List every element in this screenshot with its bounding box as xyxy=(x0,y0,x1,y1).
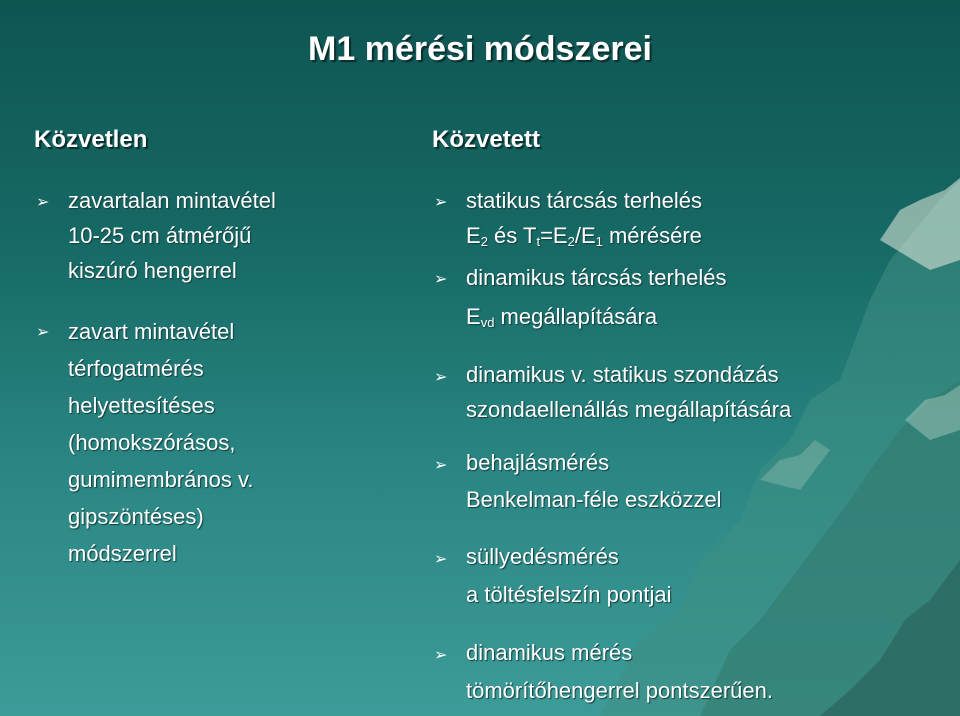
item-line: statikus tárcsás terhelés xyxy=(466,188,702,213)
item-line: (homokszórásos, xyxy=(68,430,236,455)
item-line: Benkelman-féle eszközzel xyxy=(466,487,722,512)
list-item-text xyxy=(466,634,773,710)
formula-subscript: 2 xyxy=(480,234,488,249)
arrowhead-bullet-icon: ➢ xyxy=(36,194,50,211)
item-line: dinamikus mérés xyxy=(466,640,633,665)
arrowhead-bullet-icon: ➢ xyxy=(434,551,448,568)
list-item-text xyxy=(68,313,253,572)
item-line: szondaellenállás megállapítására xyxy=(466,397,792,422)
item-line: helyettesítéses xyxy=(68,393,215,418)
arrowhead-bullet-icon: ➢ xyxy=(36,324,50,341)
arrowhead-bullet-icon: ➢ xyxy=(434,271,448,288)
item-line: gumimembrános v. xyxy=(68,467,254,492)
formula-part: E xyxy=(466,223,481,248)
formula-part: mérésére xyxy=(602,223,702,248)
item-line-formula xyxy=(466,299,726,340)
arrowhead-bullet-icon: ➢ xyxy=(434,457,448,474)
arrowhead-bullet-icon: ➢ xyxy=(434,369,448,386)
slide-title: M1 mérési módszerei xyxy=(308,30,652,68)
item-line: behajlásmérés xyxy=(466,450,610,475)
list-item-text xyxy=(466,357,791,427)
formula-part: E xyxy=(466,304,481,329)
list-item-text xyxy=(466,444,722,518)
item-line-formula xyxy=(466,218,702,259)
item-line: térfogatmérés xyxy=(68,356,204,381)
arrowhead-bullet-icon: ➢ xyxy=(434,647,448,664)
list-item-text xyxy=(68,183,276,288)
item-line: 10-25 cm átmérőjű xyxy=(68,223,252,248)
formula-subscript: 1 xyxy=(595,234,603,249)
list-item-text xyxy=(466,260,726,340)
left-heading: Közvetlen xyxy=(34,126,148,153)
item-line: süllyedésmérés xyxy=(466,544,619,569)
right-heading: Közvetett xyxy=(432,126,541,153)
formula-part: /E xyxy=(574,223,596,248)
arrowhead-bullet-icon: ➢ xyxy=(434,194,448,211)
item-line: gipszöntéses) xyxy=(68,504,204,529)
list-item-text xyxy=(466,538,671,614)
formula-subscript: vd xyxy=(480,315,495,330)
item-line: kiszúró hengerrel xyxy=(68,258,237,283)
formula-part: megállapítására xyxy=(494,304,658,329)
formula-part: =E xyxy=(540,223,568,248)
formula-subscript: t xyxy=(536,234,541,249)
item-line: módszerrel xyxy=(68,541,177,566)
formula-subscript: 2 xyxy=(567,234,575,249)
item-line: dinamikus v. statikus szondázás xyxy=(466,362,779,387)
item-line: zavartalan mintavétel xyxy=(68,188,276,213)
item-line: dinamikus tárcsás terhelés xyxy=(466,265,727,290)
formula-part: és T xyxy=(487,223,537,248)
item-line: tömörítőhengerrel pontszerűen. xyxy=(466,678,773,703)
item-line: a töltésfelszín pontjai xyxy=(466,582,672,607)
item-line: zavart mintavétel xyxy=(68,319,235,344)
list-item-text xyxy=(466,183,702,259)
